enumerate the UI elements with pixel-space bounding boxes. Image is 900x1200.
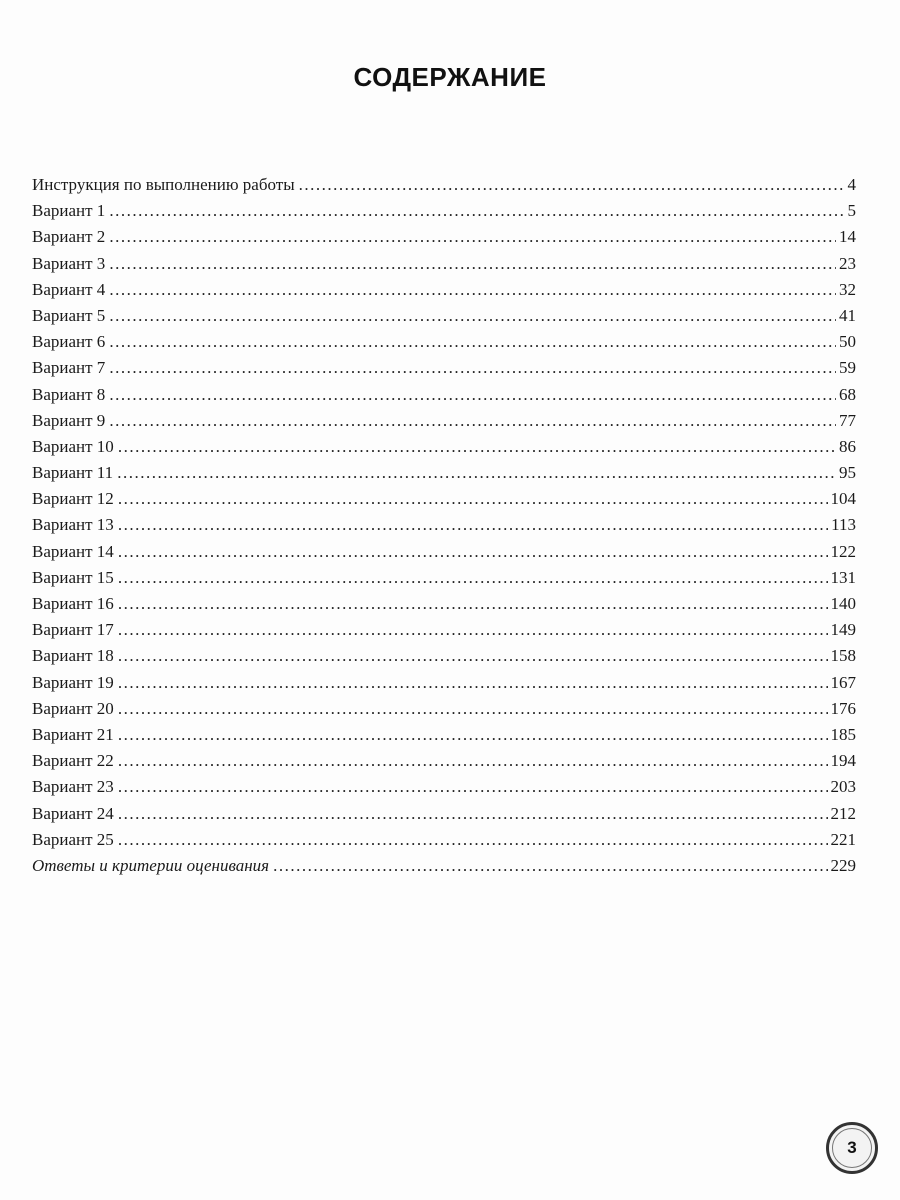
toc-dot-leader — [118, 722, 828, 748]
toc-entry-label: Вариант 21 — [32, 724, 114, 744]
toc-entry-label: Вариант 20 — [32, 698, 114, 718]
toc-dot-leader — [299, 172, 845, 198]
toc-entry-label: Ответы и критерии оценивания — [32, 855, 270, 875]
toc-entry — [32, 329, 856, 355]
toc-entry-page: 59 — [839, 358, 856, 378]
toc-entry — [32, 591, 856, 617]
toc-entry — [32, 512, 856, 538]
toc-entry — [32, 853, 856, 879]
toc-entry-label: Вариант 14 — [32, 541, 114, 561]
page-number: 3 — [832, 1128, 872, 1168]
toc-entry-label: Инструкция по выполнению работы — [32, 175, 295, 194]
toc-dot-leader — [109, 355, 836, 381]
toc-entry-page: 122 — [830, 541, 856, 561]
toc-entry-label: Вариант 24 — [32, 803, 114, 823]
toc-entry-page: 194 — [830, 751, 856, 771]
toc-dot-leader — [118, 774, 828, 800]
toc-dot-leader — [118, 486, 828, 512]
toc-entry-page: 131 — [830, 567, 856, 587]
toc-entry-label: Вариант 13 — [32, 515, 114, 535]
toc-entry-page: 23 — [839, 253, 856, 273]
toc-entry-page: 212 — [830, 803, 856, 823]
toc-entry — [32, 251, 856, 277]
toc-entry-page: 32 — [839, 279, 856, 299]
toc-entry-label: Вариант 18 — [32, 646, 114, 666]
toc-dot-leader — [109, 329, 836, 355]
toc-entry — [32, 722, 856, 748]
toc-entry-page: 203 — [830, 777, 856, 797]
table-of-contents — [32, 172, 856, 879]
toc-entry-page: 41 — [839, 305, 856, 325]
toc-dot-leader — [118, 670, 828, 696]
toc-entry — [32, 172, 856, 198]
toc-entry-page: 95 — [839, 463, 856, 483]
toc-entry-page: 221 — [830, 829, 856, 849]
toc-dot-leader — [118, 827, 828, 853]
toc-entry-page: 113 — [831, 515, 856, 535]
toc-entry — [32, 434, 856, 460]
toc-dot-leader — [109, 408, 836, 434]
toc-entry-label: Вариант 19 — [32, 672, 114, 692]
toc-entry-label: Вариант 4 — [32, 279, 106, 299]
toc-dot-leader — [118, 565, 828, 591]
toc-entry-page: 86 — [839, 436, 856, 456]
toc-dot-leader — [118, 591, 828, 617]
toc-entry-label: Вариант 12 — [32, 489, 114, 509]
toc-entry — [32, 827, 856, 853]
toc-entry-label: Вариант 3 — [32, 253, 106, 273]
toc-entry — [32, 486, 856, 512]
toc-dot-leader — [118, 643, 828, 669]
toc-entry-page: 185 — [830, 724, 856, 744]
toc-dot-leader — [118, 748, 828, 774]
toc-entry — [32, 408, 856, 434]
toc-dot-leader — [118, 617, 828, 643]
toc-entry-label: Вариант 8 — [32, 384, 106, 404]
toc-entry — [32, 801, 856, 827]
toc-dot-leader — [109, 277, 836, 303]
toc-entry-label: Вариант 5 — [32, 305, 106, 325]
toc-entry-page: 176 — [830, 698, 856, 718]
toc-dot-leader — [118, 696, 828, 722]
toc-entry — [32, 696, 856, 722]
toc-entry-label: Вариант 10 — [32, 436, 114, 456]
toc-dot-leader — [109, 303, 836, 329]
toc-dot-leader — [109, 251, 836, 277]
toc-entry — [32, 355, 856, 381]
toc-entry-label: Вариант 7 — [32, 358, 106, 378]
toc-entry-label: Вариант 25 — [32, 829, 114, 849]
toc-entry — [32, 382, 856, 408]
toc-dot-leader — [109, 198, 844, 224]
toc-entry-label: Вариант 23 — [32, 777, 114, 797]
toc-entry-page: 5 — [847, 201, 856, 221]
toc-entry-page: 167 — [830, 672, 856, 692]
toc-entry-label: Вариант 6 — [32, 332, 106, 352]
toc-entry-page: 77 — [839, 410, 856, 430]
toc-entry-page: 158 — [830, 646, 856, 666]
toc-entry-label: Вариант 22 — [32, 751, 114, 771]
toc-entry-label: Вариант 15 — [32, 567, 114, 587]
toc-entry-label: Вариант 16 — [32, 594, 114, 613]
toc-entry — [32, 643, 856, 669]
toc-entry — [32, 565, 856, 591]
toc-entry — [32, 748, 856, 774]
toc-entry-label: Вариант 17 — [32, 620, 114, 640]
toc-entry — [32, 670, 856, 696]
toc-entry-page: 229 — [830, 855, 856, 875]
toc-entry — [32, 774, 856, 800]
toc-entry-label: Вариант 11 — [32, 463, 114, 483]
page-number-badge — [826, 1122, 878, 1174]
toc-entry-label: Вариант 2 — [32, 227, 106, 247]
page-title: СОДЕРЖАНИЕ — [353, 62, 547, 92]
toc-entry-page: 104 — [830, 489, 856, 509]
toc-entry — [32, 539, 856, 565]
toc-entry-page: 149 — [830, 620, 856, 640]
toc-entry — [32, 277, 856, 303]
toc-dot-leader — [117, 460, 836, 486]
toc-entry-label: Вариант 9 — [32, 410, 106, 430]
toc-dot-leader — [273, 853, 827, 879]
toc-entry-label: Вариант 1 — [32, 201, 106, 221]
toc-dot-leader — [118, 434, 836, 460]
toc-dot-leader — [109, 224, 836, 250]
toc-entry-page: 140 — [830, 594, 856, 613]
toc-dot-leader — [118, 512, 828, 538]
toc-entry-page: 50 — [839, 332, 856, 352]
toc-entry — [32, 617, 856, 643]
toc-entry-page: 68 — [839, 384, 856, 404]
toc-entry — [32, 303, 856, 329]
toc-entry — [32, 198, 856, 224]
toc-dot-leader — [118, 539, 828, 565]
toc-dot-leader — [109, 382, 836, 408]
toc-dot-leader — [118, 801, 828, 827]
toc-entry-page: 14 — [839, 227, 856, 247]
toc-entry-page: 4 — [847, 175, 856, 194]
toc-entry — [32, 224, 856, 250]
toc-entry — [32, 460, 856, 486]
